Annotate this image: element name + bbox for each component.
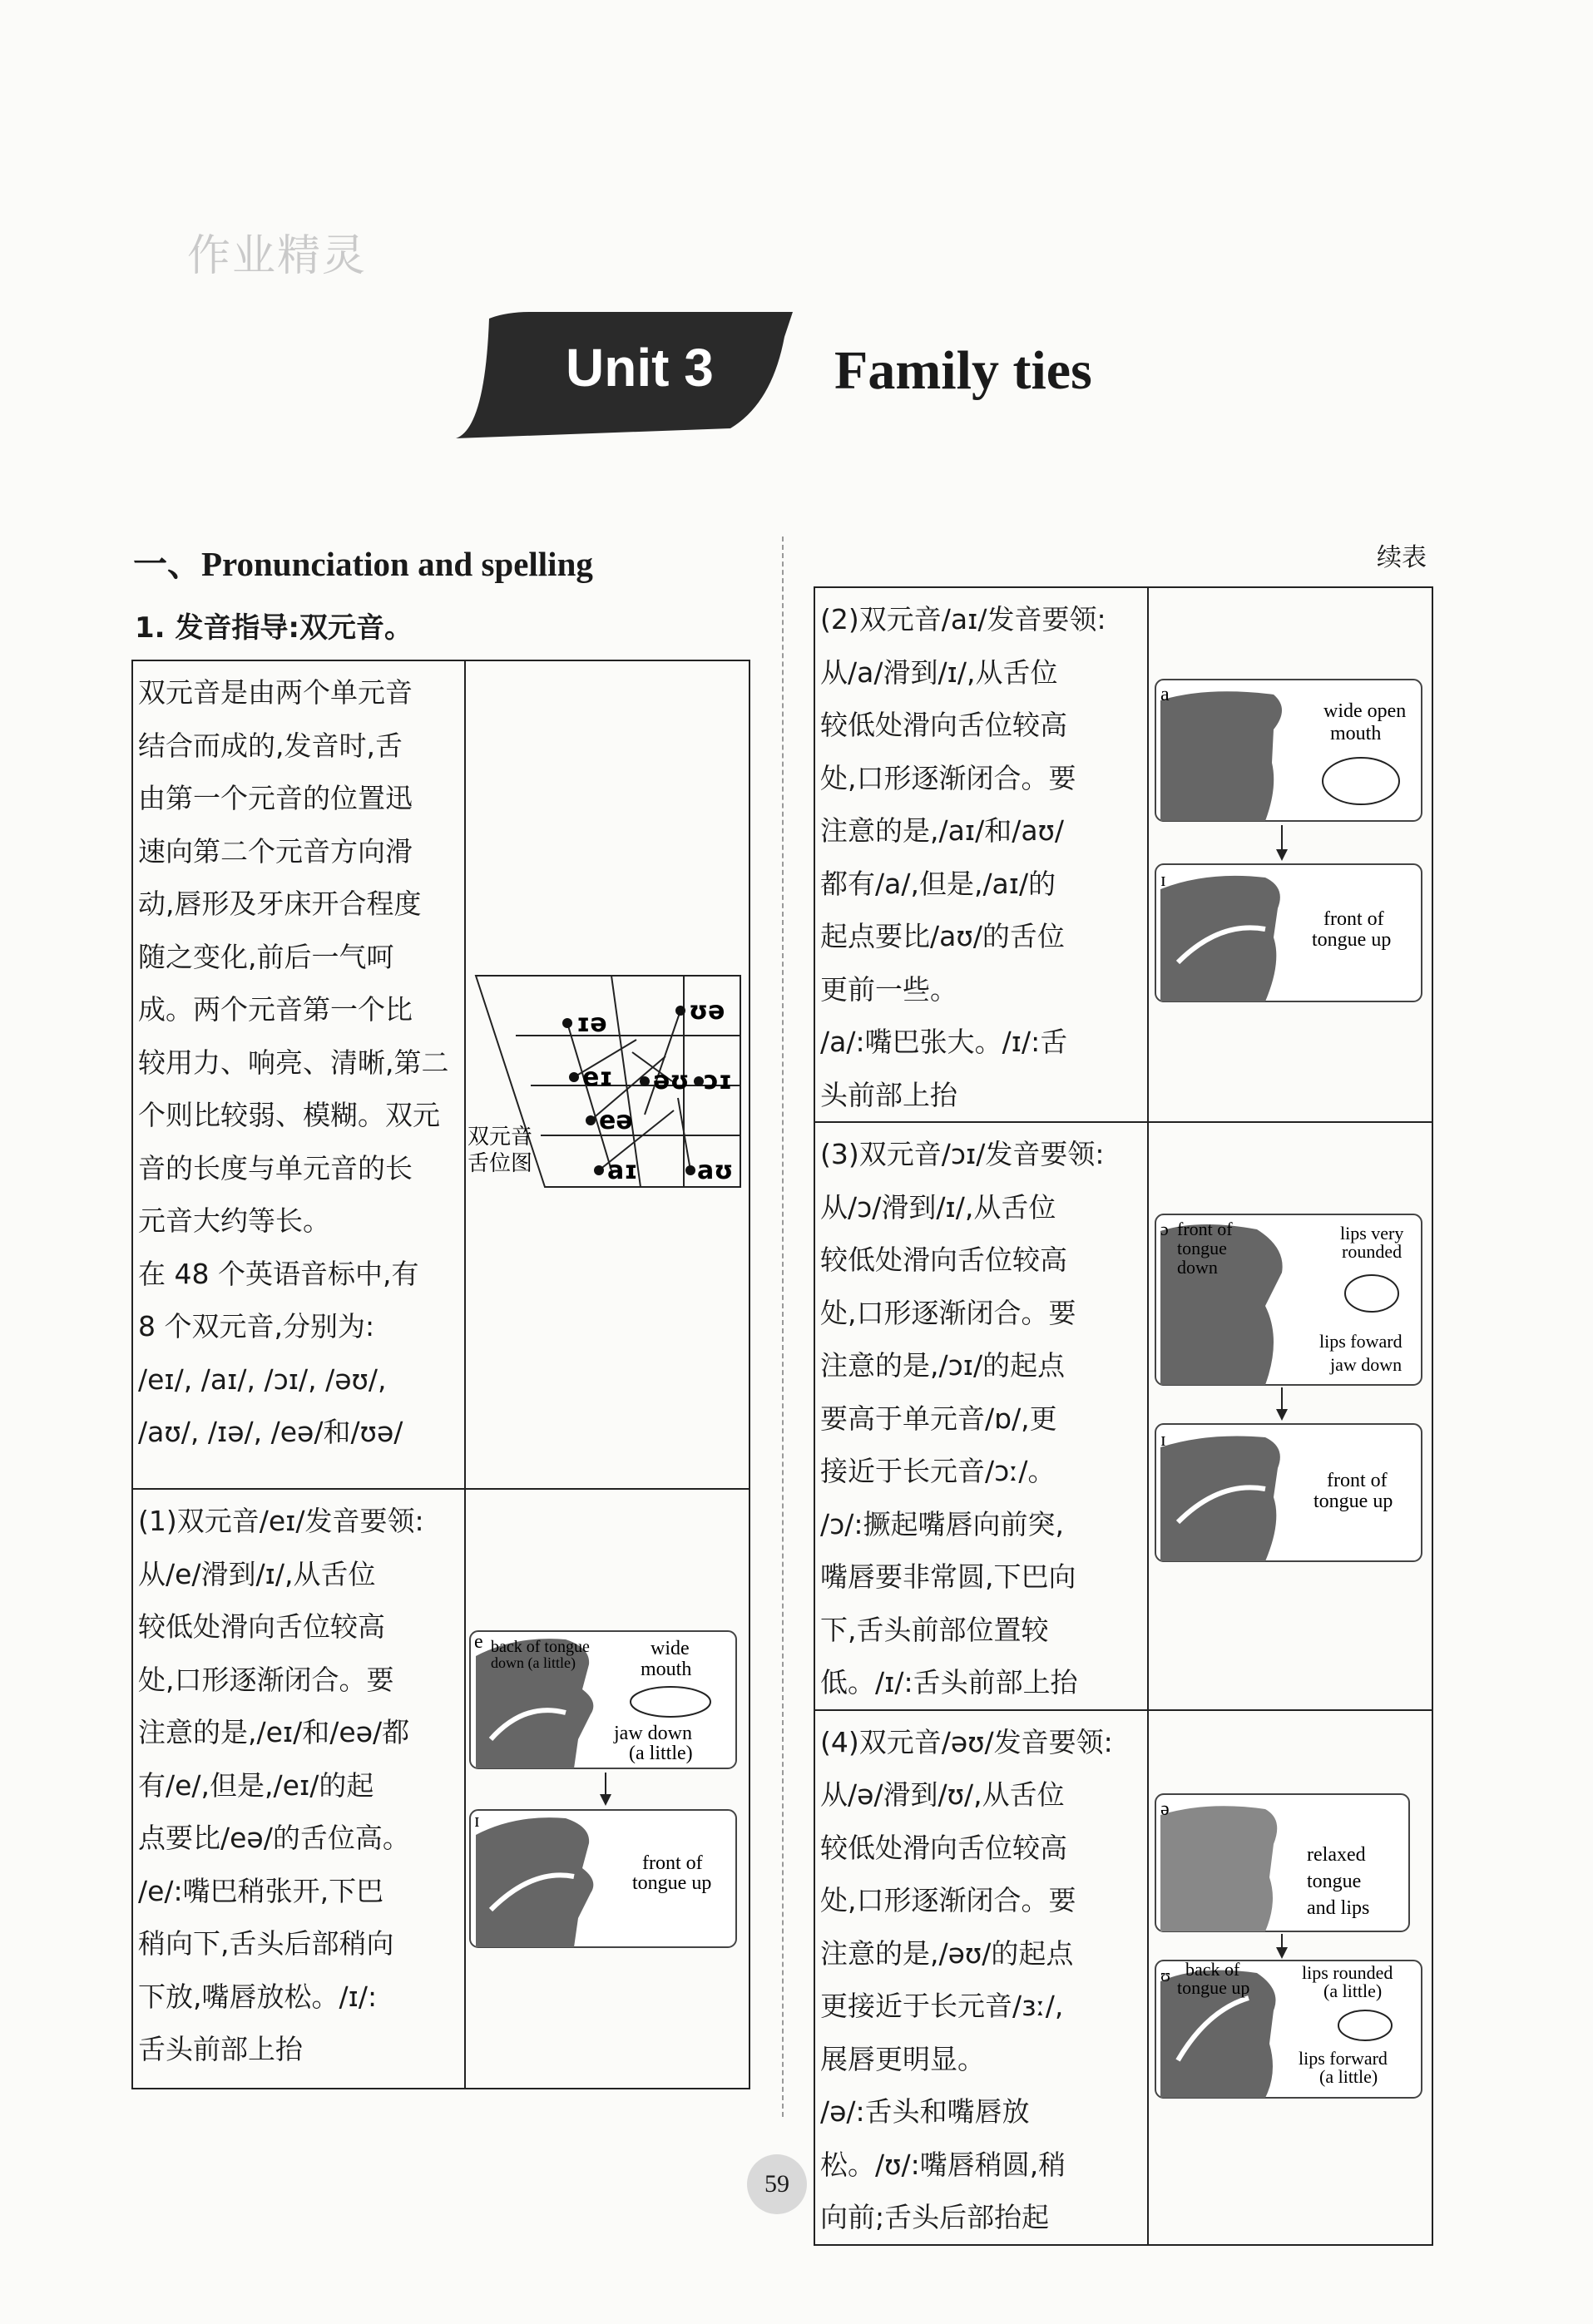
entry-4-text-cell bbox=[814, 1710, 1148, 2245]
diagram-label: mouth bbox=[1330, 723, 1382, 744]
text-line: 处,口形逐渐闭合。要 bbox=[820, 1884, 1076, 1916]
subheading: 1. 发音指导:双元音。 bbox=[135, 611, 413, 645]
symbol-label: eɪ bbox=[582, 1063, 613, 1092]
column-divider bbox=[782, 536, 784, 2117]
entry-3-figure-cell bbox=[1148, 1122, 1432, 1710]
text-line: 下,舌头前部位置较 bbox=[820, 1613, 1049, 1646]
diagram-label: down (a little) bbox=[491, 1654, 576, 1671]
text-line: 舌头前部上抬 bbox=[138, 2033, 303, 2065]
text-line: 向前;舌头后部抬起 bbox=[820, 2201, 1050, 2233]
text-line: /ə/:舌头和嘴唇放 bbox=[820, 2095, 1030, 2128]
diagram-label: lips forward bbox=[1299, 2047, 1388, 2069]
diagram-label: wide open bbox=[1323, 700, 1407, 722]
vowel-chart-cell bbox=[465, 660, 750, 1489]
text-line: 接近于长元音/ɔː/。 bbox=[820, 1455, 1056, 1487]
text-line: 处,口形逐渐闭合。要 bbox=[138, 1663, 394, 1696]
intro-text bbox=[133, 661, 464, 1459]
text-line: 展唇更明显。 bbox=[820, 2042, 985, 2075]
diagram-label: back of bbox=[1185, 1958, 1240, 1980]
page-number: 59 bbox=[747, 2154, 807, 2214]
text-line: 个则比较弱、模糊。双元 bbox=[138, 1099, 440, 1131]
entry-4-text bbox=[815, 1711, 1147, 2244]
entry-2-text-cell bbox=[814, 587, 1148, 1122]
text-line: 注意的是,/aɪ/和/aʊ/ bbox=[820, 814, 1065, 847]
continued-note: 续表 bbox=[1377, 543, 1427, 572]
text-line: /a/:嘴巴张大。/ɪ/:舌 bbox=[820, 1026, 1068, 1058]
text-line: 动,唇形及牙床开合程度 bbox=[138, 888, 422, 920]
symbol-label: ɪ bbox=[474, 1810, 480, 1832]
symbol-label: e bbox=[474, 1631, 483, 1653]
text-line: 更接近于长元音/ɜː/, bbox=[820, 1990, 1064, 2022]
symbol-label: ɔ bbox=[1160, 1219, 1169, 1239]
diagram-label: and lips bbox=[1307, 1896, 1370, 1919]
diagram-label: tongue up bbox=[1313, 1491, 1393, 1512]
text-line: 下放,嘴唇放松。/ɪ/: bbox=[138, 1980, 378, 2013]
diagram-label: lips rounded bbox=[1302, 1961, 1393, 1983]
text-line: 音的长度与单元音的长 bbox=[138, 1151, 413, 1184]
text-line: /eɪ/, /aɪ/, /ɔɪ/, /əʊ/, bbox=[138, 1362, 387, 1396]
entry-2-figure-cell bbox=[1148, 587, 1432, 1122]
chart-caption: 舌位图 bbox=[468, 1151, 533, 1176]
text-line: 要高于单元音/ɒ/,更 bbox=[820, 1402, 1057, 1435]
diagram-label: rounded bbox=[1342, 1241, 1403, 1262]
mouth-diagram-oi bbox=[1149, 1123, 1432, 1651]
symbol-label: ə bbox=[1160, 1797, 1170, 1820]
entry-3-text-cell bbox=[814, 1122, 1148, 1710]
text-line: 点要比/eə/的舌位高。 bbox=[138, 1822, 410, 1854]
symbol-label: ɪ bbox=[1160, 1429, 1166, 1451]
text-line: 结合而成的,发音时,舌 bbox=[138, 729, 403, 762]
right-table bbox=[814, 586, 1433, 2246]
text-line: 处,口形逐渐闭合。要 bbox=[820, 1296, 1076, 1329]
text-line: 注意的是,/eɪ/和/eə/都 bbox=[138, 1716, 410, 1748]
diagram-label: tongue up bbox=[1312, 929, 1392, 951]
mouth-diagram-ou bbox=[1149, 1711, 1432, 2189]
unit-label: Unit 3 bbox=[566, 338, 714, 398]
text-line: 更前一些。 bbox=[820, 972, 957, 1006]
watermark-logo: 作业精灵 bbox=[187, 231, 368, 281]
text-line: 处,口形逐渐闭合。要 bbox=[820, 761, 1076, 794]
text-line: 由第一个元音的位置迅 bbox=[138, 782, 413, 814]
text-line: 稍向下,舌头后部稍向 bbox=[138, 1927, 394, 1960]
diagram-label: front of bbox=[642, 1852, 703, 1874]
text-line: 成。两个元音第一个比 bbox=[138, 993, 413, 1026]
chart-caption: 双元音 bbox=[468, 1125, 533, 1150]
symbol-label: ɪ bbox=[1160, 869, 1166, 891]
diagram-label: lips foward bbox=[1319, 1331, 1403, 1352]
text-line: /aʊ/, /ɪə/, /eə/和/ʊə/ bbox=[138, 1416, 403, 1448]
diagram-label: tongue bbox=[1177, 1238, 1227, 1258]
text-line: 从/e/滑到/ɪ/,从舌位 bbox=[138, 1557, 376, 1590]
text-line: 有/e/,但是,/eɪ/的起 bbox=[138, 1768, 374, 1802]
intro-text-cell bbox=[132, 660, 465, 1489]
diagram-label: wide bbox=[651, 1638, 690, 1659]
symbol-label: ɔɪ bbox=[704, 1066, 733, 1095]
symbol-label: a bbox=[1160, 684, 1170, 705]
entry-3-text bbox=[815, 1123, 1147, 1709]
entry-1-text-cell bbox=[132, 1489, 465, 2089]
symbol-label: ɪə bbox=[576, 1009, 607, 1038]
text-line: 起点要比/aʊ/的舌位 bbox=[820, 920, 1065, 952]
diagram-label: jaw down bbox=[1330, 1354, 1403, 1375]
text-line: 元音大约等长。 bbox=[138, 1204, 330, 1237]
text-line: 从/ə/滑到/ʊ/,从舌位 bbox=[820, 1778, 1065, 1811]
text-line: 较低处滑向舌位较高 bbox=[820, 1244, 1067, 1276]
text-line: (4)双元音/əʊ/发音要领: bbox=[820, 1725, 1113, 1758]
left-table bbox=[131, 660, 750, 2089]
text-line: 较用力、响亮、清晰,第二 bbox=[138, 1046, 449, 1079]
text-line: 注意的是,/ɔɪ/的起点 bbox=[820, 1349, 1066, 1382]
mouth-diagram-ai bbox=[1149, 588, 1432, 1087]
entry-1-figure-cell bbox=[465, 1489, 750, 2089]
text-line: 松。/ʊ/:嘴唇稍圆,稍 bbox=[820, 2148, 1066, 2181]
entry-4-figure-cell bbox=[1148, 1710, 1432, 2245]
diagram-label: front of bbox=[1327, 1470, 1388, 1491]
text-line: 都有/a/,但是,/aɪ/的 bbox=[820, 867, 1056, 900]
diagram-label: (a little) bbox=[629, 1743, 693, 1764]
symbol-label: aɪ bbox=[607, 1156, 638, 1185]
diagram-label: jaw down bbox=[614, 1723, 692, 1744]
text-line: 低。/ɪ/:舌头前部上抬 bbox=[820, 1666, 1078, 1698]
text-line: 速向第二个元音方向滑 bbox=[138, 834, 413, 868]
diagram-label: lips very bbox=[1340, 1223, 1404, 1244]
diagram-label: relaxed bbox=[1307, 1843, 1366, 1866]
text-line: /e/:嘴巴稍张开,下巴 bbox=[138, 1874, 384, 1907]
diagram-label: down bbox=[1177, 1257, 1218, 1278]
diagram-label: tongue up bbox=[1177, 1976, 1250, 1998]
text-line: 较低处滑向舌位较高 bbox=[820, 709, 1067, 741]
text-line: (1)双元音/eɪ/发音要领: bbox=[138, 1505, 424, 1537]
diagram-label: tongue up bbox=[632, 1872, 712, 1894]
unit-title: Family ties bbox=[834, 340, 1092, 401]
symbol-label: eə bbox=[599, 1106, 633, 1135]
text-line: 较低处滑向舌位较高 bbox=[138, 1610, 385, 1643]
text-line: 头前部上抬 bbox=[820, 1078, 957, 1111]
diphthong-tongue-chart bbox=[466, 661, 749, 1485]
text-line: 在 48 个英语音标中,有 bbox=[138, 1257, 419, 1290]
text-line: 从/ɔ/滑到/ɪ/,从舌位 bbox=[820, 1190, 1056, 1224]
diagram-label: (a little) bbox=[1323, 1980, 1383, 2001]
text-line: 从/a/滑到/ɪ/,从舌位 bbox=[820, 655, 1058, 689]
diagram-label: back of tongue bbox=[491, 1638, 590, 1656]
diagram-label: front of bbox=[1323, 908, 1384, 930]
entry-2-text bbox=[815, 588, 1147, 1121]
symbol-label: aʊ bbox=[697, 1156, 734, 1185]
text-line: /ɔ/:撅起嘴唇向前突, bbox=[820, 1507, 1064, 1540]
text-line: (2)双元音/aɪ/发音要领: bbox=[820, 603, 1106, 635]
diagram-label: front of bbox=[1177, 1219, 1233, 1239]
diagram-label: tongue bbox=[1307, 1870, 1362, 1892]
diagram-label: mouth bbox=[641, 1659, 692, 1680]
entry-1-text bbox=[133, 1490, 464, 2076]
text-line: (3)双元音/ɔɪ/发音要领: bbox=[820, 1138, 1105, 1170]
text-line: 8 个双元音,分别为: bbox=[138, 1310, 375, 1342]
text-line: 双元音是由两个单元音 bbox=[138, 676, 413, 709]
text-line: 随之变化,前后一气呵 bbox=[138, 940, 394, 973]
mouth-diagram-ei bbox=[466, 1490, 749, 2084]
symbol-label: əʊ bbox=[653, 1066, 690, 1095]
text-line: 较低处滑向舌位较高 bbox=[820, 1831, 1067, 1864]
symbol-label: ʊ bbox=[1160, 1964, 1171, 1985]
section-heading: 一、Pronunciation and spelling bbox=[133, 545, 593, 583]
diagram-label: (a little) bbox=[1319, 2065, 1378, 2087]
symbol-label: ʊə bbox=[689, 996, 725, 1026]
text-line: 嘴唇要非常圆,下巴向 bbox=[820, 1560, 1076, 1593]
text-line: 注意的是,/əʊ/的起点 bbox=[820, 1936, 1074, 1970]
